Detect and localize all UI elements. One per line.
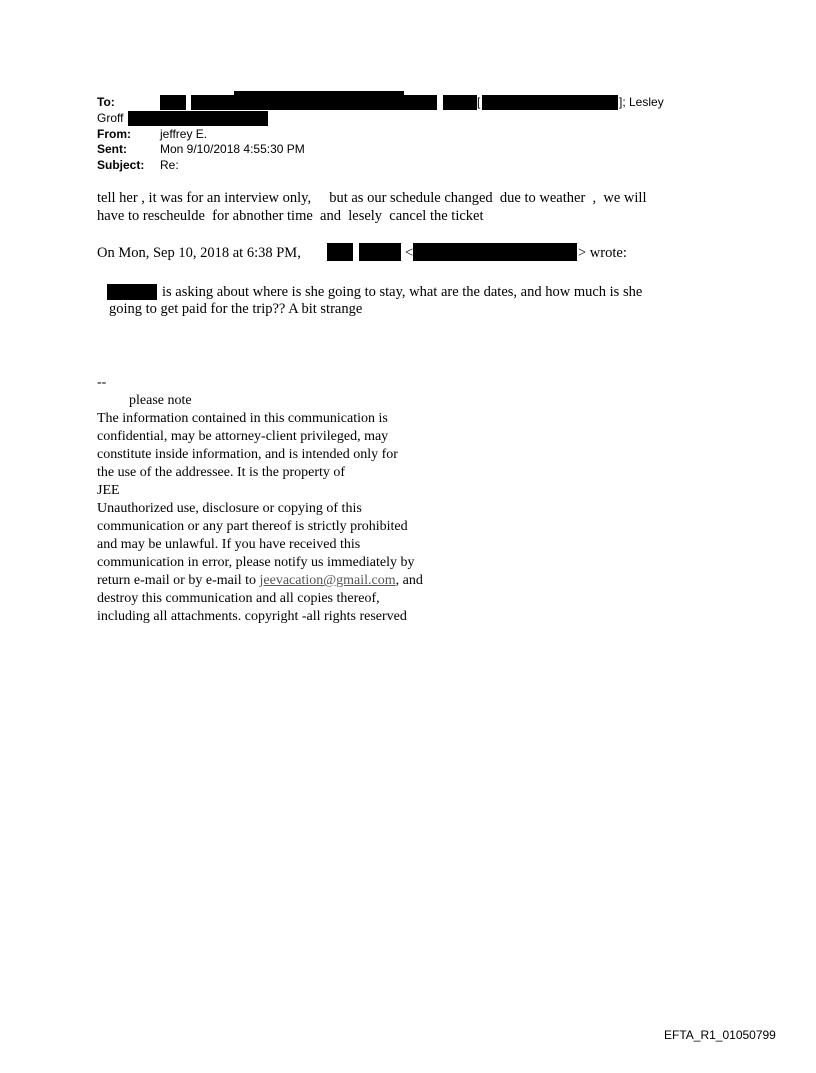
quote-line-1: is asking about where is she going to stay, what are the dates, and how much is she bbox=[162, 284, 643, 300]
disclaimer-line: communication or any part thereof is strictly prohibited bbox=[97, 519, 408, 534]
redaction-block bbox=[234, 91, 404, 97]
redaction-block bbox=[160, 95, 186, 110]
disclaimer-line: and may be unlawful. If you have received this bbox=[97, 537, 361, 552]
sent-value: Mon 9/10/2018 4:55:30 PM bbox=[160, 142, 305, 156]
redaction-block bbox=[359, 243, 401, 261]
signature-dashes: -- bbox=[97, 375, 107, 390]
subject-value: Re: bbox=[160, 158, 179, 172]
disclaimer-line: The information contained in this communication is bbox=[97, 411, 388, 426]
message-line-1: tell her , it was for an interview only, but as our schedule changed due to weather , we will bbox=[97, 190, 647, 206]
redaction-block bbox=[107, 284, 157, 300]
disclaimer-line: confidential, may be attorney-client privileged, may bbox=[97, 429, 389, 444]
bracket-open: [ bbox=[477, 95, 481, 109]
quote-intro-suffix: > wrote: bbox=[578, 245, 627, 261]
subject-label: Subject: bbox=[97, 158, 145, 172]
to-label: To: bbox=[97, 95, 115, 109]
document-id: EFTA_R1_01050799 bbox=[664, 1028, 776, 1042]
disclaimer-line: JEE bbox=[97, 483, 120, 498]
redaction-block bbox=[443, 95, 477, 110]
quote-intro-lt: < bbox=[405, 245, 414, 261]
from-label: From: bbox=[97, 127, 131, 141]
message-line-2: have to rescheulde for abnother time and lesely cancel the ticket bbox=[97, 208, 484, 224]
email-link[interactable]: jeevacation@gmail.com bbox=[259, 573, 396, 588]
disclaimer-line: constitute inside information, and is intended only for bbox=[97, 447, 398, 462]
from-value: jeffrey E. bbox=[160, 127, 208, 141]
redaction-block bbox=[482, 95, 618, 110]
redaction-block bbox=[128, 111, 268, 126]
signature-note: please note bbox=[129, 393, 192, 408]
quote-line-2: going to get paid for the trip?? A bit strange bbox=[109, 301, 363, 317]
email-suffix: , and bbox=[395, 573, 423, 588]
disclaimer-line: the use of the addressee. It is the property of bbox=[97, 465, 346, 480]
to-continued: Groff bbox=[97, 111, 124, 125]
quote-intro: On Mon, Sep 10, 2018 at 6:38 PM, bbox=[97, 245, 301, 261]
disclaimer-line: destroy this communication and all copies thereof, bbox=[97, 591, 380, 606]
disclaimer-line: communication in error, please notify us immediately by bbox=[97, 555, 415, 570]
sent-label: Sent: bbox=[97, 142, 127, 156]
to-tail: ]; Lesley bbox=[619, 95, 664, 109]
redaction-block bbox=[191, 95, 437, 110]
redaction-block bbox=[327, 243, 353, 261]
redaction-block bbox=[413, 243, 577, 261]
disclaimer-email-line bbox=[97, 572, 423, 590]
email-prefix: return e-mail or by e-mail to bbox=[97, 573, 260, 588]
disclaimer-line: Unauthorized use, disclosure or copying of this bbox=[97, 501, 362, 516]
disclaimer-line: including all attachments. copyright -all rights reserved bbox=[97, 609, 407, 624]
